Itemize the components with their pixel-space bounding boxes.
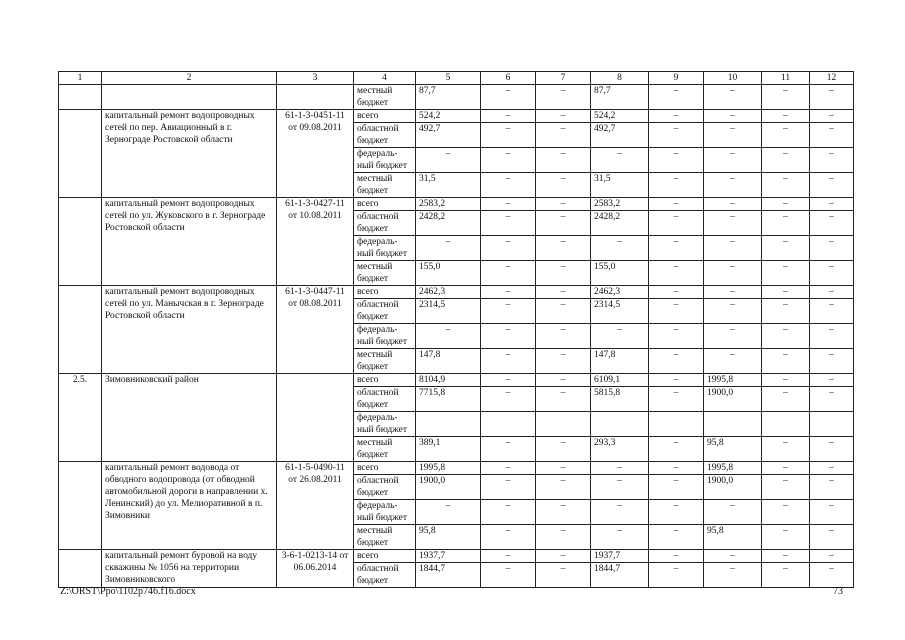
funding-source-cell: местный бюджет	[354, 349, 416, 374]
value-cell: –	[649, 299, 704, 324]
value-cell: –	[416, 236, 481, 261]
value-cell: –	[649, 374, 704, 387]
budget-table	[58, 71, 854, 588]
value-cell: –	[481, 148, 536, 173]
funding-source-cell: федераль-ный бюджет	[354, 412, 416, 437]
value-cell: –	[536, 437, 591, 462]
value-cell: –	[762, 475, 810, 500]
funding-source-cell: областной бюджет	[354, 475, 416, 500]
column-header: 8	[591, 72, 649, 85]
value-cell: –	[536, 211, 591, 236]
value-cell: –	[810, 173, 854, 198]
funding-source-cell: всего	[354, 462, 416, 475]
object-name-cell	[102, 85, 277, 110]
value-cell: –	[481, 123, 536, 148]
value-cell: –	[481, 85, 536, 110]
column-header: 9	[649, 72, 704, 85]
value-cell	[416, 412, 481, 437]
row-number-cell	[59, 286, 102, 374]
value-cell: –	[591, 525, 649, 550]
value-cell: –	[481, 173, 536, 198]
value-cell: –	[704, 110, 762, 123]
value-cell: –	[591, 462, 649, 475]
funding-source-cell: областной бюджет	[354, 299, 416, 324]
value-cell: 87,7	[591, 85, 649, 110]
value-cell: 1937,7	[591, 550, 649, 563]
value-cell: 2314,5	[591, 299, 649, 324]
value-cell: –	[536, 236, 591, 261]
value-cell: –	[762, 236, 810, 261]
value-cell: –	[649, 85, 704, 110]
value-cell: 1995,8	[704, 374, 762, 387]
column-header: 11	[762, 72, 810, 85]
value-cell: 1937,7	[416, 550, 481, 563]
value-cell: –	[481, 299, 536, 324]
value-cell: –	[591, 475, 649, 500]
value-cell: 1844,7	[591, 563, 649, 588]
value-cell: –	[536, 387, 591, 412]
value-cell: –	[649, 349, 704, 374]
value-cell: 1900,0	[704, 387, 762, 412]
value-cell: 31,5	[591, 173, 649, 198]
value-cell: –	[762, 110, 810, 123]
value-cell: –	[810, 198, 854, 211]
object-name-cell: капитальный ремонт водопроводных сетей по пер. Авиационный в г. Зернограде Ростовской области	[102, 110, 277, 198]
funding-source-cell: всего	[354, 550, 416, 563]
funding-source-cell: федераль-ный бюджет	[354, 236, 416, 261]
value-cell: –	[762, 211, 810, 236]
value-cell: –	[762, 500, 810, 525]
value-cell: –	[762, 85, 810, 110]
value-cell: –	[536, 148, 591, 173]
value-cell: 1900,0	[416, 475, 481, 500]
funding-source-cell: областной бюджет	[354, 123, 416, 148]
value-cell: –	[762, 198, 810, 211]
object-name-cell: капитальный ремонт буровой на воду скважины № 1056 на территории Зимовниковского	[102, 550, 277, 588]
column-header: 5	[416, 72, 481, 85]
document-number-cell: 61-1-5-0490-11 от 26.08.2011	[277, 462, 354, 550]
value-cell: 95,8	[704, 437, 762, 462]
value-cell: –	[536, 299, 591, 324]
value-cell: –	[810, 525, 854, 550]
table-row	[59, 110, 854, 123]
value-cell: –	[762, 437, 810, 462]
value-cell: –	[481, 374, 536, 387]
value-cell: –	[704, 299, 762, 324]
value-cell	[481, 412, 536, 437]
value-cell: –	[649, 324, 704, 349]
value-cell: –	[810, 475, 854, 500]
value-cell: –	[810, 299, 854, 324]
value-cell: –	[704, 261, 762, 286]
value-cell: –	[704, 123, 762, 148]
value-cell: –	[536, 261, 591, 286]
funding-source-cell: областной бюджет	[354, 387, 416, 412]
value-cell: –	[762, 563, 810, 588]
value-cell: –	[810, 236, 854, 261]
funding-source-cell: всего	[354, 374, 416, 387]
row-number-cell	[59, 462, 102, 550]
value-cell: –	[810, 349, 854, 374]
value-cell: –	[536, 85, 591, 110]
column-header: 12	[810, 72, 854, 85]
value-cell: –	[762, 261, 810, 286]
value-cell: –	[810, 85, 854, 110]
value-cell: 1995,8	[704, 462, 762, 475]
funding-source-cell: федераль-ный бюджет	[354, 500, 416, 525]
value-cell: –	[649, 261, 704, 286]
object-name-cell: капитальный ремонт водовода от обводного водопровода (от обводной автомобильной дороги в направлении х. Ленинский) до ул. Мелиоративной в п. Зимовники	[102, 462, 277, 550]
value-cell: –	[762, 462, 810, 475]
value-cell: –	[649, 123, 704, 148]
value-cell: –	[762, 299, 810, 324]
value-cell: 147,8	[591, 349, 649, 374]
value-cell: 87,7	[416, 85, 481, 110]
object-name-cell: Зимовниковский район	[102, 374, 277, 462]
value-cell: –	[810, 550, 854, 563]
funding-source-cell: местный бюджет	[354, 437, 416, 462]
value-cell: –	[536, 525, 591, 550]
value-cell: –	[481, 211, 536, 236]
value-cell: –	[649, 437, 704, 462]
value-cell: –	[704, 563, 762, 588]
value-cell: –	[762, 374, 810, 387]
column-header: 10	[704, 72, 762, 85]
row-number-cell: 2.5.	[59, 374, 102, 462]
value-cell: 2314,5	[416, 299, 481, 324]
value-cell: –	[762, 123, 810, 148]
value-cell	[704, 412, 762, 437]
column-header: 7	[536, 72, 591, 85]
value-cell: –	[649, 198, 704, 211]
value-cell: 1900,0	[704, 475, 762, 500]
value-cell: 389,1	[416, 437, 481, 462]
value-cell: –	[481, 198, 536, 211]
table-row	[59, 198, 854, 211]
value-cell: –	[704, 500, 762, 525]
value-cell: –	[704, 550, 762, 563]
value-cell: –	[810, 462, 854, 475]
value-cell: –	[762, 550, 810, 563]
value-cell: 492,7	[591, 123, 649, 148]
value-cell: –	[704, 324, 762, 349]
value-cell: 492,7	[416, 123, 481, 148]
value-cell: –	[810, 148, 854, 173]
value-cell: –	[416, 500, 481, 525]
column-header: 1	[59, 72, 102, 85]
value-cell: –	[536, 286, 591, 299]
value-cell: 8104,9	[416, 374, 481, 387]
value-cell: –	[704, 198, 762, 211]
value-cell: –	[810, 437, 854, 462]
value-cell: –	[704, 148, 762, 173]
value-cell: –	[591, 148, 649, 173]
value-cell: –	[649, 563, 704, 588]
value-cell: 1844,7	[416, 563, 481, 588]
document-number-cell: 3-6-1-0213-14 от 06.06.2014	[277, 550, 354, 588]
value-cell	[591, 412, 649, 437]
funding-source-cell: всего	[354, 198, 416, 211]
value-cell: –	[481, 236, 536, 261]
value-cell: –	[481, 261, 536, 286]
value-cell: –	[481, 437, 536, 462]
object-name-cell: капитальный ремонт водопроводных сетей по ул. Манычская в г. Зернограде Ростовской области	[102, 286, 277, 374]
value-cell: –	[762, 525, 810, 550]
value-cell: –	[762, 324, 810, 349]
funding-source-cell: местный бюджет	[354, 261, 416, 286]
table-header-row	[59, 72, 854, 85]
value-cell: 95,8	[416, 525, 481, 550]
value-cell: –	[762, 387, 810, 412]
value-cell: 2428,2	[591, 211, 649, 236]
value-cell: –	[481, 286, 536, 299]
value-cell: 2428,2	[416, 211, 481, 236]
value-cell: –	[649, 500, 704, 525]
value-cell: –	[810, 110, 854, 123]
value-cell: –	[810, 324, 854, 349]
value-cell: –	[762, 349, 810, 374]
value-cell: 2583,2	[591, 198, 649, 211]
value-cell: 7715,8	[416, 387, 481, 412]
column-header: 6	[481, 72, 536, 85]
value-cell: 2583,2	[416, 198, 481, 211]
funding-source-cell: местный бюджет	[354, 173, 416, 198]
value-cell: –	[704, 236, 762, 261]
value-cell	[649, 412, 704, 437]
row-number-cell	[59, 85, 102, 110]
value-cell: –	[481, 550, 536, 563]
value-cell	[762, 412, 810, 437]
value-cell: –	[536, 324, 591, 349]
value-cell: 6109,1	[591, 374, 649, 387]
funding-source-cell: федераль-ный бюджет	[354, 324, 416, 349]
value-cell: –	[481, 324, 536, 349]
funding-source-cell: местный бюджет	[354, 85, 416, 110]
table-row	[59, 550, 854, 563]
funding-source-cell: областной бюджет	[354, 211, 416, 236]
value-cell: –	[704, 286, 762, 299]
value-cell: –	[649, 550, 704, 563]
value-cell: –	[704, 211, 762, 236]
value-cell: –	[810, 374, 854, 387]
value-cell	[810, 412, 854, 437]
value-cell: –	[536, 475, 591, 500]
row-number-cell	[59, 550, 102, 588]
value-cell: 2462,3	[416, 286, 481, 299]
funding-source-cell: местный бюджет	[354, 525, 416, 550]
value-cell: –	[649, 110, 704, 123]
row-number-cell	[59, 198, 102, 286]
value-cell: –	[416, 148, 481, 173]
value-cell: –	[591, 236, 649, 261]
value-cell: –	[481, 349, 536, 374]
value-cell: –	[649, 148, 704, 173]
row-number-cell	[59, 110, 102, 198]
value-cell: 95,8	[704, 525, 762, 550]
value-cell: –	[649, 211, 704, 236]
value-cell: –	[649, 475, 704, 500]
value-cell: –	[536, 123, 591, 148]
value-cell: –	[810, 211, 854, 236]
value-cell: 293,3	[591, 437, 649, 462]
value-cell: 2462,3	[591, 286, 649, 299]
value-cell: –	[649, 173, 704, 198]
value-cell: 524,2	[591, 110, 649, 123]
footer-file-path: Z:\ORST\Ppo\1102p746.f16.docx	[60, 586, 196, 597]
value-cell: –	[649, 525, 704, 550]
value-cell: –	[762, 286, 810, 299]
value-cell: 155,0	[591, 261, 649, 286]
value-cell: –	[762, 173, 810, 198]
column-header: 2	[102, 72, 277, 85]
table-row	[59, 374, 854, 387]
value-cell: –	[762, 148, 810, 173]
table-row	[59, 286, 854, 299]
funding-source-cell: всего	[354, 286, 416, 299]
table-row	[59, 462, 854, 475]
value-cell: –	[649, 462, 704, 475]
value-cell: –	[591, 324, 649, 349]
value-cell: 31,5	[416, 173, 481, 198]
value-cell: –	[810, 387, 854, 412]
document-number-cell	[277, 374, 354, 462]
value-cell: –	[536, 563, 591, 588]
value-cell	[536, 412, 591, 437]
value-cell: –	[481, 462, 536, 475]
value-cell: –	[704, 349, 762, 374]
funding-source-cell: федераль-ный бюджет	[354, 148, 416, 173]
value-cell: –	[649, 286, 704, 299]
value-cell: –	[536, 110, 591, 123]
value-cell: –	[536, 550, 591, 563]
footer-page-number: 73	[833, 586, 843, 597]
funding-source-cell: областной бюджет	[354, 563, 416, 588]
value-cell: –	[536, 173, 591, 198]
value-cell: –	[481, 475, 536, 500]
value-cell: –	[416, 324, 481, 349]
value-cell: –	[481, 525, 536, 550]
value-cell: –	[810, 500, 854, 525]
value-cell: 1995,8	[416, 462, 481, 475]
value-cell: 147,8	[416, 349, 481, 374]
value-cell: –	[481, 387, 536, 412]
funding-source-cell: всего	[354, 110, 416, 123]
value-cell: 5815,8	[591, 387, 649, 412]
value-cell: –	[536, 374, 591, 387]
value-cell: –	[481, 563, 536, 588]
value-cell: –	[810, 123, 854, 148]
value-cell: –	[536, 462, 591, 475]
table-row	[59, 85, 854, 110]
value-cell: –	[536, 349, 591, 374]
value-cell: –	[536, 500, 591, 525]
document-number-cell	[277, 85, 354, 110]
value-cell: –	[704, 85, 762, 110]
object-name-cell: капитальный ремонт водопроводных сетей по ул. Жуковского в г. Зернограде Ростовской области	[102, 198, 277, 286]
value-cell: 155,0	[416, 261, 481, 286]
document-number-cell: 61-1-3-0447-11 от 08.08.2011	[277, 286, 354, 374]
column-header: 3	[277, 72, 354, 85]
column-header: 4	[354, 72, 416, 85]
document-number-cell: 61-1-3-0427-11 от 10.08.2011	[277, 198, 354, 286]
value-cell: –	[481, 500, 536, 525]
value-cell: –	[591, 500, 649, 525]
value-cell: –	[536, 198, 591, 211]
value-cell: –	[649, 236, 704, 261]
value-cell: –	[810, 563, 854, 588]
value-cell: –	[704, 173, 762, 198]
value-cell: –	[810, 261, 854, 286]
value-cell: –	[649, 387, 704, 412]
value-cell: –	[810, 286, 854, 299]
value-cell: –	[481, 110, 536, 123]
document-number-cell: 61-1-3-0451-11 от 09.08.2011	[277, 110, 354, 198]
value-cell: 524,2	[416, 110, 481, 123]
